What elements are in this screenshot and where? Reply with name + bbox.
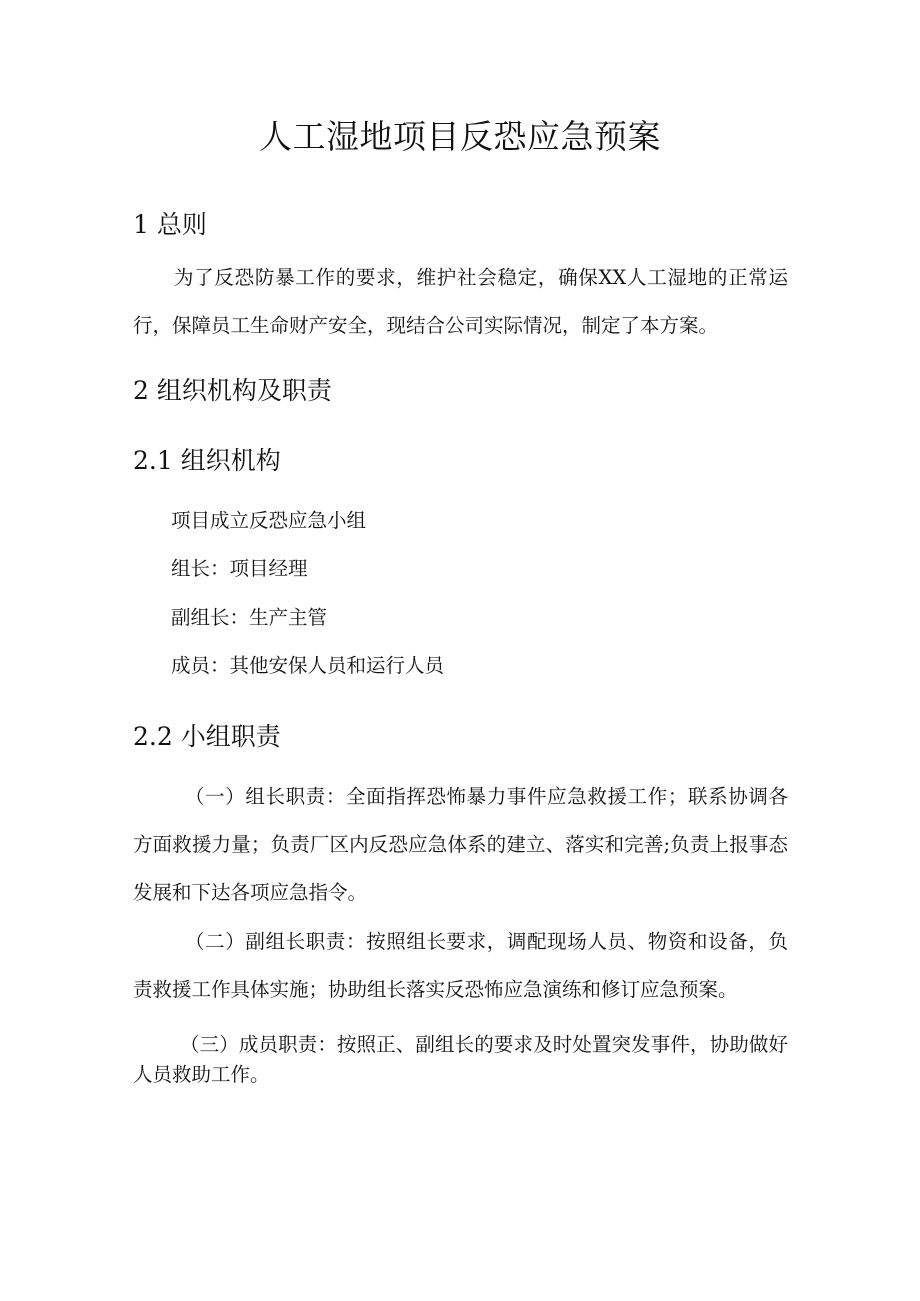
section-heading-organization: 2 组织机构及职责 bbox=[133, 376, 332, 405]
duty-paragraph-deputy: （二）副组长职责：按照组长要求，调配现场人员、物资和设备，负责救援工作具体实施；协助组长落实反恐怖应急演练和修订应急预案。 bbox=[133, 930, 788, 1001]
general-paragraph: 为了反恐防暴工作的要求，维护社会稳定，确保XX人工湿地的正常运行，保障员工生命财产安全，现结合公司实际情况，制定了本方案。 bbox=[133, 266, 788, 337]
document-title: 人工湿地项目反恐应急预案 bbox=[259, 117, 661, 156]
structure-line-deputy: 副组长：生产主管 bbox=[171, 606, 328, 629]
section-heading-structure: 2.1 组织机构 bbox=[133, 446, 281, 475]
section-heading-general: 1 总则 bbox=[133, 210, 207, 239]
section-heading-duties: 2.2 小组职责 bbox=[133, 722, 281, 751]
structure-line-members: 成员：其他安保人员和运行人员 bbox=[171, 654, 445, 677]
structure-line-group: 项目成立反恐应急小组 bbox=[171, 509, 367, 532]
duty-paragraph-members: （三）成员职责：按照正、副组长的要求及时处置突发事件，协助做好人员救助工作。 bbox=[133, 1033, 788, 1086]
duty-paragraph-leader: （一）组长职责：全面指挥恐怖暴力事件应急救援工作；联系协调各方面救援力量；负责厂区内反恐应急体系的建立、落实和完善;负责上报事态发展和下达各项应急指令。 bbox=[133, 785, 788, 904]
structure-line-leader: 组长：项目经理 bbox=[171, 557, 308, 580]
